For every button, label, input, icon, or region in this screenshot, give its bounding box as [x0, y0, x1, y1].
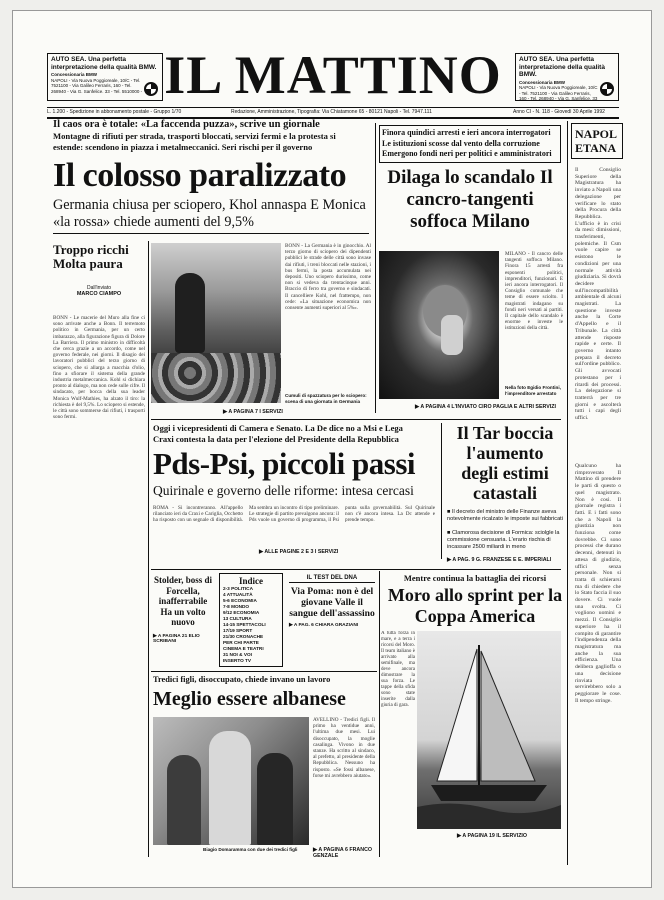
right-ear-headline: AUTO SEA. Una perfetta interpretazione della qualità BMW.	[519, 56, 605, 78]
right-ear-dealer: Concessionaria BMW	[519, 79, 566, 85]
newspaper-page	[12, 10, 652, 888]
figure-silhouette	[175, 273, 205, 353]
tar-bullet-1-text: Il decreto del ministro delle Finanze aveva notevolmente ricalzato le imposte sui fabbricati	[447, 509, 563, 522]
tar-bullet-1	[447, 509, 563, 523]
sidebar-body-2: Qualcuno ha rimproverato Il Mattino di prendere le parti di questo o quel magistrato. Non è così. Il giornale registra i fatti. E i fatti sono che a Napoli la giustizia non funziona come dovrebbe. Ci sono processi che durano decenni, detenuti in attesa di giudizio, uffici senza personale. Non si tratta di schierarsi ma di chiedere che lo Stato faccia il suo dovere. Ci vuole una svolta. Ci vogliono uomini e mezzi. Il Consiglio superiore ha il compito di garantire l'indipendenza della magistratura ma anche la sua efficienza. Una delibera gaglioffa o una decisione rinviata servirebbero solo a peggiorare le cose. Il tempo stringe.	[575, 463, 621, 704]
lead-divider	[53, 233, 369, 234]
milano-headline[interactable]: Dilaga lo scandalo Il cancro-tangenti soffoca Milano	[387, 167, 553, 232]
sidebar-title-box	[571, 123, 623, 159]
trash-pile	[151, 353, 281, 403]
info-price: L. 1.200 - Spedizione in abbonamento postale - Gruppo 1/70	[47, 109, 182, 115]
column-rule-3	[379, 571, 380, 857]
sidebar-title: NAPOLETANA	[575, 127, 617, 155]
dna-title: Via Poma: non è del giovane Valle il sangue dell'assassino	[289, 586, 375, 619]
politics-subhead: Quirinale e governo delle riforme: intesa cercasi	[153, 483, 414, 498]
bmw-logo-icon	[144, 82, 158, 96]
father-silhouette	[209, 731, 251, 845]
lead-subhead: Germania chiusa per sciopero, Khol annaspa E Monica «la rossa» chiede aumenti del 9,5%	[53, 197, 366, 230]
politics-kicker: Oggi i vicepresidenti di Camera e Senato. La De dice no a Msi e Lega Craxi contesta la data per l'elezione del Presidente della Repubblica	[153, 423, 403, 444]
dna-box[interactable]	[289, 575, 375, 667]
left-ear-address: NAPOLI - Via Nuova Poggioreale, 10/C - Tel. 7521100 - Via Galileo Ferraris, 160 - Tel. 268940 - Via G. Sanfelice, 33 - Tel. 5510000 -	[51, 77, 143, 93]
byline-name: MARCO CIAMPO	[76, 291, 122, 297]
lead-photo-caption: Cumuli di spazzatura per lo sciopero: scena di una giornata in Germania	[285, 393, 367, 404]
lead-deck: Montagne di rifiuti per strada, trasporti bloccati, servizi fermi e la protesta si estende: scendono in piazza i metalmeccanici. Seri rischi per il governo	[53, 131, 336, 152]
column-rule-1	[148, 241, 149, 857]
lead-body-column: BONN - Le macerie del Muro alla fine ci sono arrivate anche a Bonn. Il terremoto politico in Germania, per un certo imbarazzo, alla figurazione figura di Dolore La Barriera. Il primo ministro in difficoltà che cerca grazie a un accordo, come nel governo federale, nei giorni. Il disagio dei lavoratori pubblici del terzo giorno di sciopero, che si allarga a macchia d'olio, fino a sfiorare il sistema della grande industria metalmeccanica. Kohl si dichiara pronto al dialogo, ma non cede sulle cifre. Il sindacato, per bocca della sua leader Monica Wulf-Mathies, ha alzato il tiro: la richiesta è del 9,5%. Lo sciopero si estende, le città sono sommerse dai rifiuti, i trasporti sono fermi.	[53, 315, 145, 421]
index-item[interactable]: PER CHI PARTE	[223, 640, 259, 645]
child-silhouette	[167, 755, 201, 845]
index-list	[223, 586, 279, 664]
index-item[interactable]: 14-15 SPETTACOLI	[223, 622, 266, 627]
forcella-ref[interactable]: ▶ A PAGINA 21 ELIO SCRIBANI	[153, 634, 213, 644]
byline-label: Dall'inviato	[86, 285, 112, 291]
forcella-title: Stolder, boss di Forcella, inafferrabile Ha un volto nuovo	[154, 575, 212, 627]
index-box	[219, 573, 283, 667]
tar-bullet-2	[447, 530, 563, 550]
dna-label: IL TEST DEL DNA	[289, 575, 375, 583]
albania-photo	[153, 717, 309, 845]
politics-body: ROMA - Si incontreranno. All'appello rilanciato ieri da Craxi e Cariglia, Occhetto ha risposto con un segnale di disponibilità. Ma sembra un incontro di tipo preliminare. Le strategie di partito prevalgono ancora: il Pds vuole un governo di programma, il Psi punta sulla governabilità. Sul Quirinale non c'è ancora intesa. La Dc attende e prende tempo.	[153, 505, 435, 524]
hand-silhouette	[441, 315, 463, 355]
info-date: Anno CI - N. 118 - Giovedì 30 Aprile 1992	[513, 109, 605, 115]
left-ear-headline: AUTO SEA. Una perfetta interpretazione della qualità BMW.	[51, 56, 157, 71]
america-ref[interactable]: ▶ A PAGINA 19 IL SERVIZIO	[457, 833, 527, 839]
index-item[interactable]: 13 CULTURA	[223, 616, 252, 621]
index-item[interactable]: 21/30 CRONACHE	[223, 634, 264, 639]
index-item[interactable]: 17/19 SPORT	[223, 628, 253, 633]
side-story-box[interactable]	[53, 243, 145, 311]
tar-headline[interactable]: Il Tar boccia l'aumento degli estimi catastali	[456, 423, 554, 503]
albania-body: AVELLINO - Tredici figli. Il primo ha ventidue anni, l'ultima due mesi. Lui disoccupato, la moglie casalinga. Vivono in due stanze. Ha scritto al sindaco, al prefetto, al presidente della Repubblica. Nessuno ha risposto. «Se fossi albanese, forse mi avrebbero aiutato».	[313, 717, 375, 779]
right-ear-address: NAPOLI - Via Nuova Poggioreale, 10/C - Tel. 7521100 - Via Galileo Ferraris, 160 - Tel. 268940 - Via G. Sanfelice, 33	[519, 85, 598, 100]
girl-silhouette	[257, 753, 293, 845]
index-item[interactable]: 4 ATTUALITÀ	[223, 592, 253, 597]
sidebar-body: Il Consiglio Superiore della Magistratura ha inviato a Napoli una delegazione per verificare lo stato della Procura della Repubblica. L'ufficio è in crisi da mesi: dimissioni, trasferimenti, polemiche. Il Csm vuole capire se esistono le condizioni per una normale attività giudiziaria. Si dovrà decidere sull'incompatibilità ambientale di alcuni magistrati. La questione investe anche la Corte d'Appello e il Tribunale. La città attende risposte rapide e certe. Il governo intanto prepara il decreto sull'ordine pubblico. Gli avvocati protestano per i ritardi dei processi. La delegazione si tratterrà per tre giorni e ascolterà tutti i capi degli uffici.	[575, 167, 621, 422]
tar-ref[interactable]: ▶ A PAG. 9 G. FRANZESE E E. IMPERIALI	[447, 557, 551, 563]
politics-ref[interactable]: ▶ ALLE PAGINE 2 E 3 I SERVIZI	[259, 549, 338, 555]
politics-top-rule	[151, 419, 561, 420]
sail-icon	[417, 631, 561, 829]
left-ear-dealer: Concessionaria BMW	[51, 72, 98, 77]
milano-photo	[379, 251, 499, 399]
lead-photo	[151, 243, 281, 403]
milano-body: MILANO - Il cancro delle tangenti soffoca Milano. Finora 15 arresti fra esponenti politici, imprenditori, funzionari. E ieri ancora interrogatori. Il Consiglio comunale che teme di essere sciolto. I magistrati indagano su fondi neri versati ai partiti. Il capitale dello scandalo è enorme e investe le istituzioni della città.	[505, 251, 563, 332]
lead-headline[interactable]: Il colosso paralizzato	[53, 157, 347, 194]
index-item[interactable]: 7-8 MONDO	[223, 604, 250, 609]
milano-kicker: Finora quindici arresti e ieri ancora interrogatori Le istituzioni scosse dal vento della corruzione Emergono fondi neri per politici e amministratori	[382, 128, 552, 158]
index-item[interactable]: 2-3 POLITICA	[223, 586, 253, 591]
tar-divider	[441, 423, 442, 559]
bullet-icon: ■	[447, 509, 452, 515]
milano-ref[interactable]: ▶ A PAGINA 4 L'INVIATO CIRO PAGLIA E ALTRI SERVIZI	[415, 404, 556, 410]
america-body: A tutta forza in mare, e a terra i ricorsi del Moro. Il team italiano è arrivato alla semifinale, ma deve ancora dimostrare la sua forza. Le tappe della sfida sono state inserite dalla giuria di gara.	[381, 631, 415, 708]
index-item[interactable]: CINEMA E TEATRI	[223, 646, 264, 651]
lead-body-right: BONN - La Germania è in ginocchio. Al terzo giorno di sciopero dei dipendenti pubblici le strade delle città sono invase dai rifiuti, i treni bloccati nelle stazioni, i bus fermi, la posta accumulata nei depositi. Uno sciopero durissimo, come non si vedeva da trentacinque anni. Braccio di ferro tra governo e sindacati. Il cancelliere Kohl, nel frattempo, non cede: «La situazione economica non consente aumenti superiori al 5%».	[285, 243, 371, 312]
america-kicker: Mentre continua la battaglia dei ricorsi	[403, 573, 547, 583]
strip-top-rule	[151, 569, 561, 570]
sidebar-rule-left	[567, 121, 568, 865]
column-rule-2	[375, 123, 376, 413]
right-ear-ad[interactable]	[515, 53, 619, 101]
tar-bullet-2-text: Clamorosa decisione di Formica: sciolgle la commissione censuaria. L'erario rischia di incassare 2500 miliardi in meno	[447, 530, 560, 550]
albania-kicker: Tredici figli, disoccupato, chiede invano un lavoro	[153, 675, 331, 684]
masthead-rule-top	[47, 107, 619, 108]
index-item[interactable]: 9/12 ECONOMIA	[223, 610, 260, 615]
left-ear-ad[interactable]	[47, 53, 163, 101]
index-item[interactable]: 5-6 ECONOMIA	[223, 598, 257, 603]
info-address: Redazione, Amministrazione, Tipografia: Via Chiatamone 65 - 80121 Napoli - Tel. 7947.111	[231, 109, 432, 115]
forcella-box[interactable]	[153, 575, 213, 667]
index-title: Indice	[238, 576, 263, 586]
politics-headline[interactable]: Pds-Psi, piccoli passi	[153, 446, 416, 481]
sailboat-photo	[417, 631, 561, 829]
bmw-logo-icon	[600, 82, 614, 96]
albania-photo-caption: Biagio Domaramma con due dei tredici figli	[203, 847, 298, 852]
lead-kicker[interactable]: Il caos ora è totale: «La faccenda puzza», scrive un giornale	[53, 119, 320, 130]
index-item[interactable]: INSERTO TV	[223, 658, 252, 663]
albania-headline[interactable]: Meglio essere albanese	[153, 688, 346, 710]
bullet-icon: ■	[447, 530, 452, 536]
side-story-title: Troppo ricchi Molta paura	[53, 242, 129, 271]
albania-top-rule	[151, 671, 377, 672]
lead-ref[interactable]: ▶ A PAGINA 7 I SERVIZI	[223, 409, 283, 415]
dna-ref[interactable]: ▶ A PAG. 6 CHIARA GRAZIANI	[289, 623, 375, 628]
albania-ref[interactable]: ▶ A PAGINA 6 FRANCO GENZALE	[313, 847, 375, 859]
america-headline[interactable]: Moro allo sprint per la Coppa America	[387, 585, 563, 626]
milano-kicker-box	[379, 125, 561, 163]
masthead-title: IL MATTINO	[164, 45, 502, 105]
index-item[interactable]: 31 NOI & VOI	[223, 652, 252, 657]
milano-photo-caption: Nella foto Egidio Frontini, l'imprenditore arrestato	[505, 385, 561, 396]
